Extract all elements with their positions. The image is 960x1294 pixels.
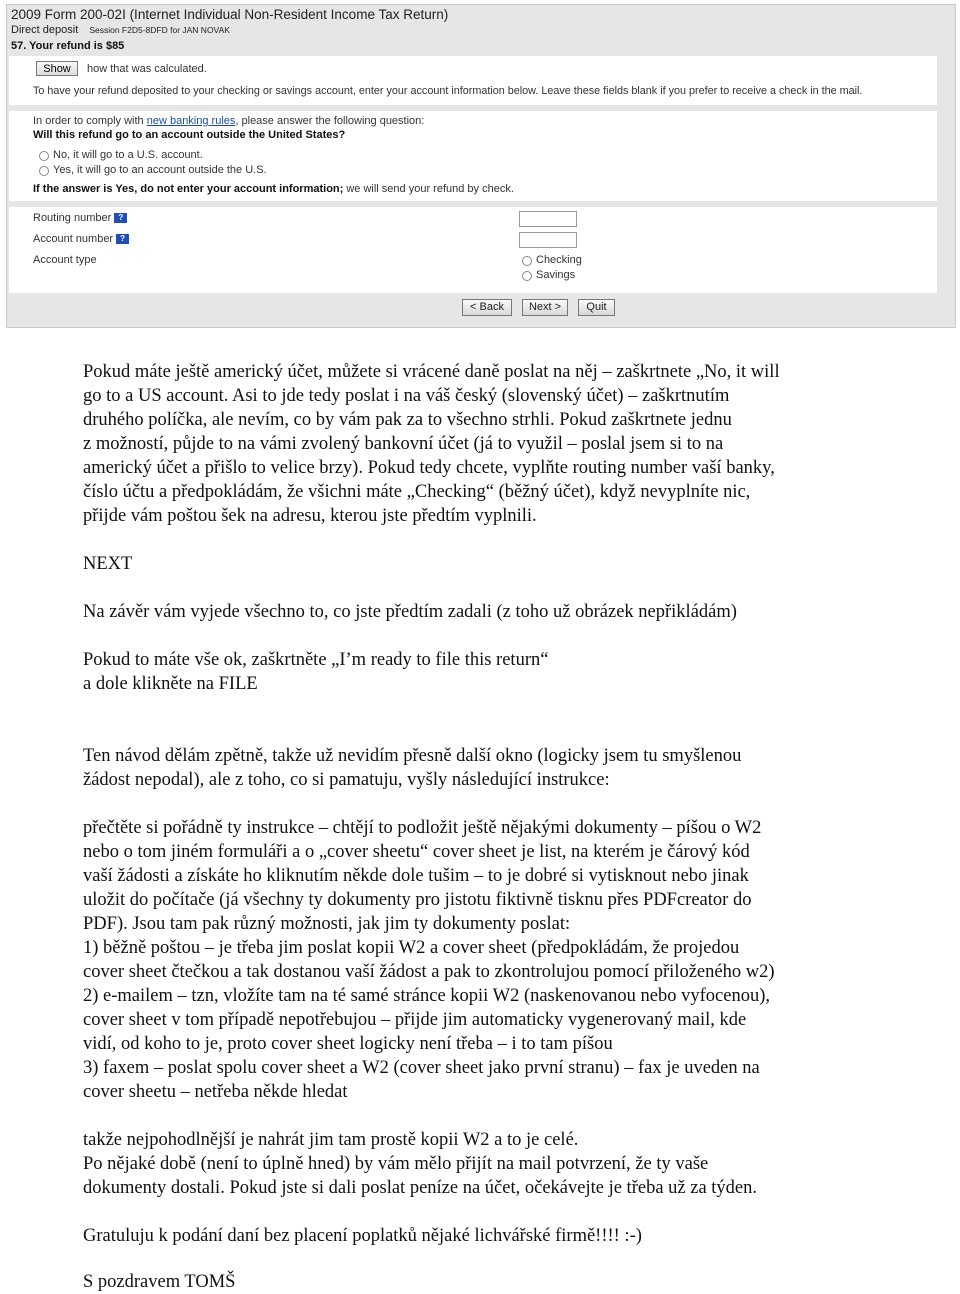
account-number-label — [33, 233, 129, 245]
paragraph-line: 1) běžně poštou – je třeba jim poslat kopii W2 a cover sheet (předpokládám, že projedou — [83, 938, 740, 958]
banking-rules-link[interactable]: new banking rules — [146, 115, 236, 127]
paragraph-line: vaší žádosti a získáte ho kliknutím někde dole tušim – to je dobré si vytisknout nebo jinak — [83, 866, 749, 886]
back-button[interactable]: < Back — [462, 299, 512, 316]
refund-panel — [9, 56, 937, 105]
paragraph-line: cover sheet čtečkou a tak dostanou vaší žádost a pak to zkontrolujou pomocí přiloženého w2) — [83, 962, 775, 982]
deposit-instruction: To have your refund deposited to your checking or savings account, enter your account information below. Leave these fields blank if you prefer to receive a check in the mail. — [33, 85, 863, 97]
show-caption: how that was calculated. — [87, 63, 207, 75]
savings-label: Savings — [536, 269, 576, 281]
answer-note-bold: If the answer is Yes, do not enter your account information; — [33, 183, 344, 195]
radio-savings[interactable] — [522, 271, 532, 281]
option-yes-label: Yes, it will go to an account outside the U.S. — [53, 164, 267, 176]
account-info-panel — [9, 207, 937, 293]
next-button[interactable]: Next > — [522, 299, 568, 316]
comply-suffix: , please answer the following question: — [235, 115, 425, 127]
radio-checking[interactable] — [522, 256, 532, 266]
form-title: 2009 Form 200-02I (Internet Individual Non-Resident Income Tax Return) — [11, 7, 449, 22]
paragraph-line: PDF). Jsou tam pak různý možnosti, jak jim ty dokumenty poslat: — [83, 914, 571, 934]
paragraph-line: vidí, od koho to je, proto cover sheet logicky není třeba – i to tam píšou — [83, 1034, 613, 1054]
radio-no-us-account[interactable] — [39, 151, 49, 161]
tax-form-screenshot — [6, 4, 956, 328]
section-title: Direct deposit — [11, 24, 79, 36]
paragraph-line: žádost nepodal), ale z toho, co si pamatuju, vyšly následující instrukce: — [83, 770, 610, 790]
paragraph-line: dokumenty dostali. Pokud jste si dali poslat peníze na účet, očekávejte je třeba už za týden. — [83, 1178, 758, 1198]
help-icon[interactable]: ? — [114, 213, 127, 223]
quit-button[interactable]: Quit — [578, 299, 615, 316]
radio-yes-outside-us[interactable] — [39, 166, 49, 176]
paragraph-line: uložit do počítače (já všechny ty dokumenty pro jistotu fiktivně tisknu přes PDFcreator do — [83, 890, 752, 910]
checking-label: Checking — [536, 254, 582, 266]
comply-prefix: In order to comply with — [33, 115, 144, 127]
answer-note — [33, 183, 514, 195]
option-no-label: No, it will go to a U.S. account. — [53, 149, 203, 161]
outside-us-question: Will this refund go to an account outside the United States? — [33, 129, 346, 141]
paragraph-line: go to a US account. Asi to jde tedy poslat i na váš český (slovenský účet) – zaškrtnutím — [83, 386, 730, 406]
paragraph-line: přečtěte si pořádně ty instrukce – chtějí to podložit ještě nějakými dokumenty – píšou o W2 — [83, 818, 762, 838]
paragraph-line: 2) e-mailem – tzn, vložíte tam na té samé stránce kopii W2 (naskenovanou nebo vyfocenou), — [83, 986, 771, 1006]
paragraph-line: přijde vám poštou šek na adresu, kterou jste předtím vyplnili. — [83, 506, 537, 526]
account-number-input[interactable] — [519, 232, 577, 248]
signature-line: S pozdravem TOMŠ — [83, 1272, 236, 1292]
paragraph-line: z možností, půjde to na vámi zvolený bankovní účet (já to využil – poslal jsem si to na — [83, 434, 724, 454]
paragraph-line: Gratuluju k podání daní bez placení poplatků nějaké lichvářské firmě!!!! :-) — [83, 1226, 642, 1246]
show-button[interactable]: Show — [36, 61, 78, 76]
routing-number-text: Routing number — [33, 212, 112, 224]
paragraph-line: nebo o tom jiném formuláři a o „cover sheetu“ cover sheet je list, na kterém je čárový kód — [83, 842, 750, 862]
paragraph-line: Po nějaké době (není to úplně hned) by vám mělo přijít na mail potvrzení, že ty vaše — [83, 1154, 709, 1174]
paragraph-line: 3) faxem – poslat spolu cover sheet a W2 (cover sheet jako první stranu) – fax je uveden na — [83, 1058, 760, 1078]
paragraph-line: a dole klikněte na FILE — [83, 674, 258, 694]
routing-number-label — [33, 212, 127, 224]
paragraph-line: Ten návod dělám zpětně, takže už nevidím přesně další okno (logicky jsem tu smyšlenou — [83, 746, 742, 766]
next-heading: NEXT — [83, 554, 133, 574]
paragraph-line: druhého políčka, ale nevím, co by vám pak za to všechno strhli. Pokud zaškrtnete jednu — [83, 410, 732, 430]
banking-question-panel — [9, 111, 937, 201]
form-section-header — [11, 24, 230, 36]
paragraph-line: číslo účtu a předpokládám, že všichni máte „Checking“ (běžný účet), když nevyplníte nic, — [83, 482, 751, 502]
account-type-label: Account type — [33, 254, 97, 266]
refund-amount: 57. Your refund is $85 — [11, 40, 125, 52]
paragraph-line: cover sheet v tom případě nepotřebujou – přijde jim automaticky vygenerovaný mail, kde — [83, 1010, 747, 1030]
paragraph-line: americký účet a přišlo to velice brzy). Pokud tedy chcete, vyplňte routing number vaší banky, — [83, 458, 775, 478]
routing-number-input[interactable] — [519, 211, 577, 227]
paragraph-line: cover sheetu – netřeba někde hledat — [83, 1082, 348, 1102]
paragraph-line: takže nejpohodlnější je nahrát jim tam prostě kopii W2 a to je celé. — [83, 1130, 579, 1150]
help-icon[interactable]: ? — [116, 234, 129, 244]
comply-text — [33, 115, 424, 127]
answer-note-rest: we will send your refund by check. — [343, 183, 514, 195]
account-number-text: Account number — [33, 233, 114, 245]
session-info: Session F2D5-8DFD for JAN NOVAK — [89, 25, 230, 35]
paragraph-line: Pokud máte ještě americký účet, můžete si vrácené daně poslat na něj – zaškrtnete „No, it will — [83, 362, 780, 382]
paragraph-line: Na závěr vám vyjede všechno to, co jste předtím zadali (z toho už obrázek nepřikládám) — [83, 602, 737, 622]
paragraph-line: Pokud to máte vše ok, zaškrtněte „I’m ready to file this return“ — [83, 650, 549, 670]
